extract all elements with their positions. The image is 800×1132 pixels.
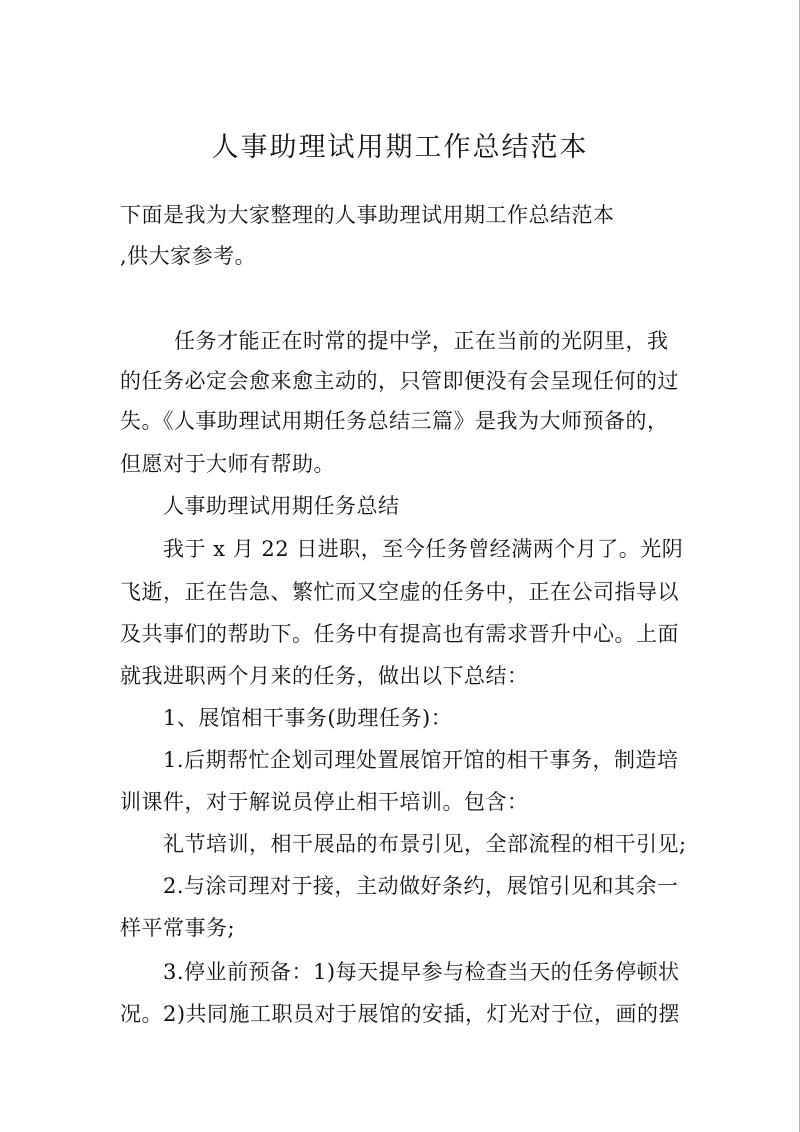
- body-line-15: 样平常事务;: [120, 916, 236, 940]
- body-line-8: 及共事们的帮助下。任务中有提高也有需求晋升中心。上面: [120, 622, 679, 646]
- body-line-9: 就我进职两个月来的任务，做出以下总结：: [120, 664, 529, 688]
- body-line-7: 飞逝，正在告急、繁忙而又空虚的任务中，正在公司指导以: [120, 580, 679, 604]
- body-line-12: 训课件，对于解说员停止相干培训。包含：: [120, 790, 529, 814]
- document-title: 人事助理试用期工作总结范本: [211, 132, 589, 163]
- body-line-2: 的任务必定会愈来愈主动的，只管即便没有会呈现任何的过: [120, 369, 679, 393]
- body-line-6: 我于 x 月 22 日进职，至今任务曾经满两个月了。光阴: [163, 537, 684, 561]
- body-line-17: 况。2)共同施工职员对于展馆的安插，灯光对于位，画的摆: [120, 1002, 681, 1026]
- body-line-16: 3.停业前预备：1)每天提早参与检查当天的任务停顿状: [163, 960, 680, 984]
- body-line-14: 2.与涂司理对于接，主动做好条约，展馆引见和其余一: [163, 874, 679, 898]
- body-line-11: 1.后期帮忙企划司理处置展馆开馆的相干事务，制造培: [163, 748, 679, 772]
- body-line-13: 礼节培训，相干展品的布景引见，全部流程的相干引见;: [163, 832, 687, 856]
- intro-line-2: ,供大家参考。: [120, 244, 257, 268]
- body-line-3: 失。《人事助理试用期任务总结三篇》是我为大师预备的，: [120, 409, 669, 433]
- body-line-1: 任务才能正在时常的提中学，正在当前的光阴里，我: [174, 329, 669, 353]
- body-line-4: 但愿对于大师有帮助。: [120, 452, 335, 476]
- list-heading-1: 1、展馆相干事务(助理任务)：: [163, 706, 453, 730]
- section-heading: 人事助理试用期任务总结: [163, 494, 400, 518]
- intro-line-1: 下面是我为大家整理的人事助理试用期工作总结范本: [120, 203, 615, 227]
